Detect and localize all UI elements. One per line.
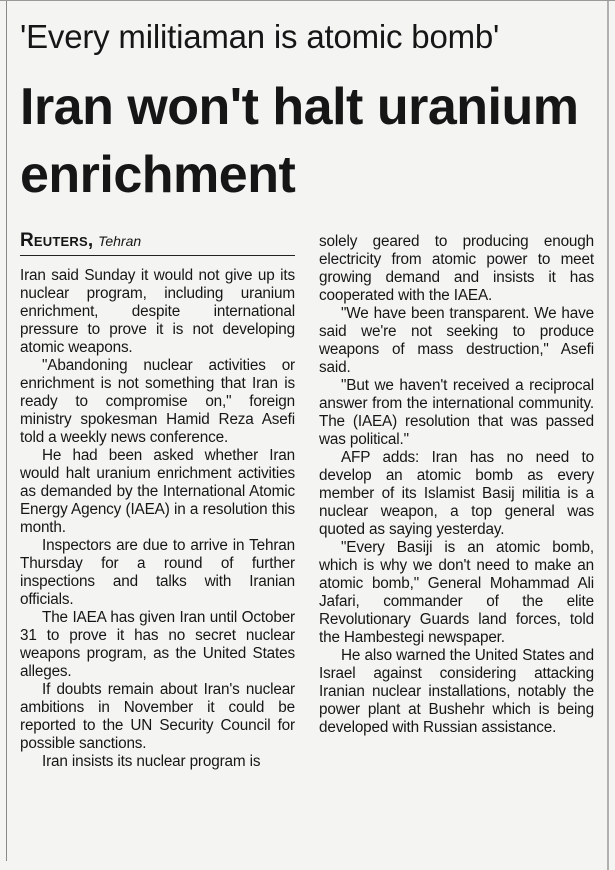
article-column-2 [319,233,594,737]
paragraph: AFP adds: Iran has no need to develop an atomic bomb as every member of its Islamist Basij militia is a nuclear weapon, a top general was quoted as saying yesterday. [319,449,594,538]
article-column-1 [20,267,295,771]
paragraph: "Every Basiji is an atomic bomb, which is why we don't need to make an atomic bomb," General Mohammad Ali Jafari, commander of the elite Revolutionary Guards land forces, told the Hambestegi newspaper. [319,539,594,646]
byline-agency: Reuters, [20,230,94,251]
paragraph: He had been asked whether Iran would halt uranium enrichment activities as demanded by the International Atomic Energy Agency (IAEA) in a resolution this month. [20,447,295,536]
paragraph: The IAEA has given Iran until October 31 to prove it has no secret nuclear weapons program, as the United States alleges. [20,609,295,680]
paragraph: "Abandoning nuclear activities or enrichment is not something that Iran is ready to compromise on," foreign ministry spokesman Hamid Reza Asefi told a weekly news conference. [20,357,295,446]
kicker-headline: 'Every militiaman is atomic bomb' [20,18,500,55]
left-border-rule [6,1,7,861]
byline-location: Tehran [98,233,142,249]
paragraph: "We have been transparent. We have said we're not seeking to produce weapons of mass destruction," Asefi said. [319,305,594,376]
paragraph: Iran said Sunday it would not give up its nuclear program, including uranium enrichment, despite international pressure to prove it is not developing atomic weapons. [20,267,295,356]
paragraph: Inspectors are due to arrive in Tehran Thursday for a round of further inspections and talks with Iranian officials. [20,537,295,608]
byline [20,231,295,256]
paragraph: He also warned the United States and Israel against considering attacking Iranian nuclear installations, notably the power plant at Bushehr which is being developed with Russian assistance. [319,647,594,736]
main-headline: Iran won't halt uranium enrichment [20,78,579,204]
right-border-rule [607,1,609,870]
paragraph: Iran insists its nuclear program is [42,753,261,770]
paragraph: If doubts remain about Iran's nuclear ambitions in November it could be reported to the UN Security Council for possible sanctions. [20,681,295,752]
paragraph: solely geared to producing enough electricity from atomic power to meet growing demand and insists it has cooperated with the IAEA. [319,233,594,304]
paragraph: "But we haven't received a reciprocal answer from the international community. The (IAEA) resolution that was passed was political." [319,377,594,448]
